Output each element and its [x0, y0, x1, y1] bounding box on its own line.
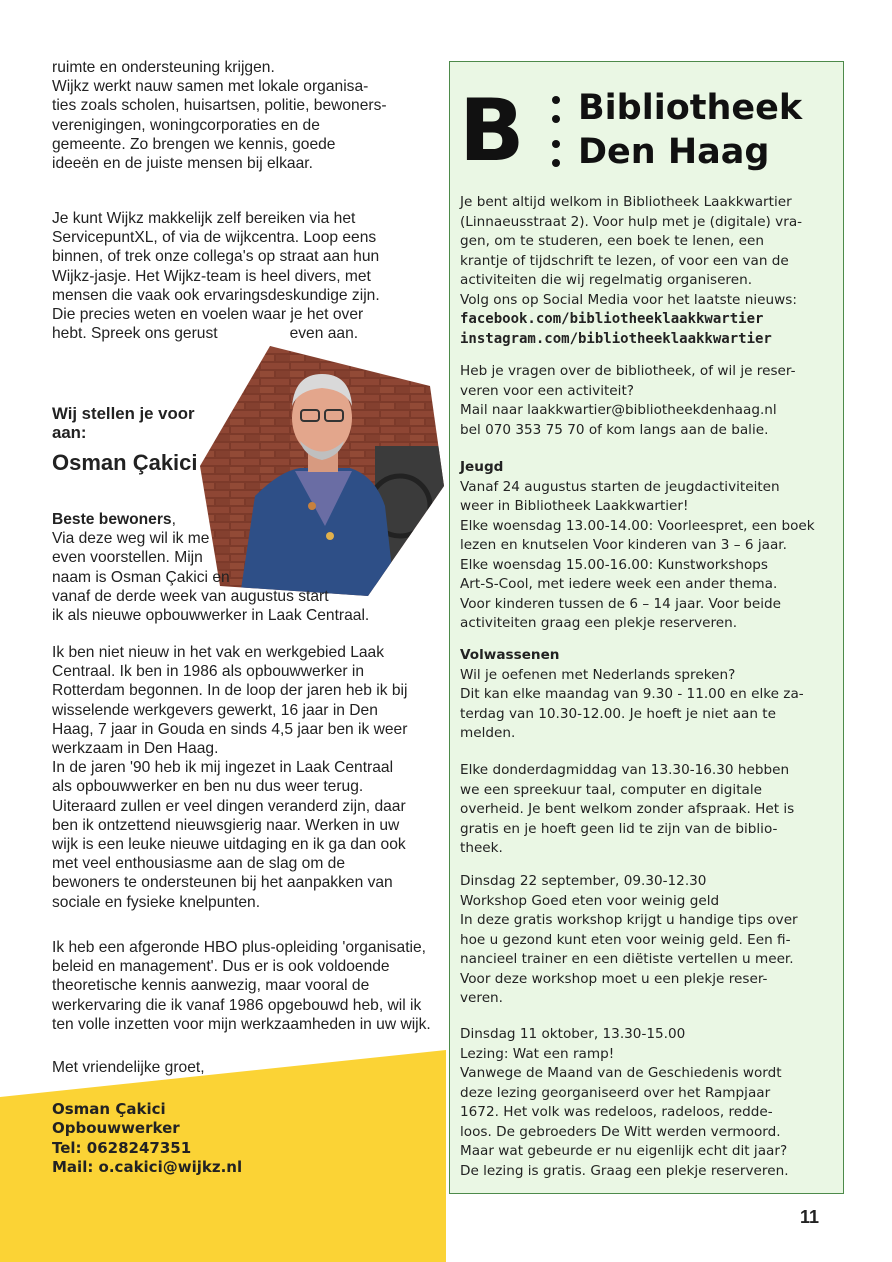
text-line: hoe u gezond kunt eten voor weinig geld. Een fi- [460, 931, 791, 948]
text-line: (Linnaeusstraat 2). Voor hulp met je (digitale) vra- [460, 213, 803, 230]
person-name-heading: Osman Çakici [52, 450, 198, 475]
library-name-line: Bibliotheek [578, 88, 803, 128]
text-line: even voorstellen. Mijn [52, 549, 203, 567]
logo-dot [552, 159, 560, 167]
text-line: Art-S-Cool, met iedere week een ander thema. [460, 576, 778, 592]
heading-line: Wij stellen je voor [52, 404, 195, 423]
text-line: Elke donderdagmiddag van 13.30-16.30 hebben [460, 762, 790, 778]
text-line: veren voor een activiteit? [460, 382, 634, 399]
text-line: bel 070 353 75 70 of kom langs aan de balie. [460, 421, 769, 438]
letter-intro [52, 510, 369, 625]
salutation: Beste bewoners, [52, 511, 176, 528]
library-logo-letter: B [459, 81, 525, 181]
text-line: Dit kan elke maandag van 9.30 - 11.00 en elke za- [460, 686, 804, 702]
text-line: Je kunt Wijkz makkelijk zelf bereiken via het [52, 210, 356, 227]
text-line: loos. De gebroeders De Witt werden vermoord. [460, 1123, 781, 1140]
text-line: weer in Bibliotheek Laakkwartier! [460, 498, 689, 514]
text-line: verenigingen, woningcorporaties en de [52, 116, 320, 134]
text-line: nancieel trainer en een diëtiste vertellen u meer. [460, 951, 794, 967]
text-line: Wil je oefenen met Nederlands spreken? [460, 666, 736, 683]
text-line: ruimte en ondersteuning krijgen. [52, 59, 275, 76]
text-line: binnen, of trek onze collega's op straat aan hun [52, 248, 380, 266]
contact-name: Osman Çakici [52, 1100, 166, 1118]
text-line: terdag van 10.30-12.00. Je hoeft je niet aan te [460, 705, 776, 722]
text-line: 1672. Het volk was redeloos, radeloos, redde- [460, 1104, 773, 1120]
thursday-section [460, 761, 794, 859]
letter-paragraph-3 [52, 938, 431, 1034]
text-line: naam is Osman Çakici en [52, 568, 230, 586]
text-line: Centraal. Ik ben in 1986 als opbouwwerker in [52, 663, 365, 681]
text-line: Via deze weg wil ik me [52, 530, 210, 548]
logo-dot [552, 140, 560, 148]
lecture-section [460, 1025, 789, 1181]
intro-paragraph [52, 58, 387, 173]
text-line: ServicepuntXL, of via de wijkcentra. Loop eens [52, 229, 377, 247]
text-line: gen, om te studeren, een boek te lenen, een [460, 233, 764, 249]
text-line: Lezing: Wat een ramp! [460, 1045, 615, 1062]
text-line: mensen die vaak ook ervaringsdeskundige zijn. [52, 286, 380, 304]
text-line: werkzaam in Den Haag. [52, 740, 219, 758]
text-line: hebt. Spreek ons gerust even aan. [52, 325, 359, 343]
intro-heading [52, 404, 195, 442]
text-line: ties zoals scholen, huisartsen, politie, bewoners- [52, 97, 387, 115]
text-line: Je bent altijd welkom in Bibliotheek Laakkwartier [460, 194, 792, 210]
text-line: wisselende werkgevers gewerkt, 16 jaar in Den [52, 701, 378, 719]
page-number: 11 [800, 1207, 820, 1227]
text-line: deze lezing georganiseerd over het Rampjaar [460, 1084, 771, 1101]
text-line: Voor kinderen tussen de 6 – 14 jaar. Voor beide [460, 595, 782, 612]
text-line: Uiteraard zullen er veel dingen veranderd zijn, daar [52, 797, 406, 815]
contact-email: Mail: o.cakici@wijkz.nl [52, 1157, 243, 1176]
text-line: Elke woensdag 15.00-16.00: Kunstworkshops [460, 556, 768, 573]
text-line: Volg ons op Social Media voor het laatste nieuws: [460, 291, 797, 308]
text-line: sociale en fysieke knelpunten. [52, 893, 261, 911]
text-line: gratis en je hoeft geen lid te zijn van de biblio- [460, 820, 778, 837]
youth-section [460, 458, 815, 634]
letter-paragraph-2 [52, 643, 407, 912]
workshop-section [460, 872, 798, 1009]
text-line: Wijkz werkt nauw samen met lokale organisa- [52, 78, 369, 96]
text-line: activiteiten die wij regelmatig organiseren. [460, 272, 753, 288]
heading-line: aan: [52, 423, 87, 443]
text-line: Ik heb een afgeronde HBO plus-opleiding 'organisatie, [52, 939, 427, 956]
instagram-link[interactable]: instagram.com/bibliotheeklaakkwartier [460, 330, 772, 347]
text-line: met veel enthousiasme aan de slag om de [52, 855, 345, 873]
text-line: Ik ben niet nieuw in het vak en werkgebied Laak [52, 644, 385, 661]
text-line: ik als nieuwe opbouwwerker in Laak Centraal. [52, 607, 370, 625]
library-welcome [460, 193, 802, 349]
text-line: Wijkz-jasje. Het Wijkz-team is heel divers, met [52, 267, 371, 285]
text-line: Vanaf 24 augustus starten de jeugdactiviteiten [460, 478, 780, 495]
facebook-link[interactable]: facebook.com/bibliotheeklaakkwartier [460, 311, 764, 327]
text-line: Dinsdag 22 september, 09.30-12.30 [460, 873, 707, 889]
adults-section [460, 646, 804, 744]
text-line: Voor deze workshop moet u een plekje reser- [460, 970, 768, 987]
text-line: ben ik ontzettend nieuwsgierig naar. Werken in uw [52, 816, 400, 834]
text-line: veren. [460, 990, 503, 1006]
text-line: In de jaren '90 heb ik mij ingezet in Laak Centraal [52, 759, 394, 777]
library-email[interactable]: Mail naar laakkwartier@bibliotheekdenhaag.nl [460, 402, 777, 418]
library-questions [460, 362, 796, 440]
logo-dot [552, 115, 560, 123]
contact-role: Opbouwwerker [52, 1119, 180, 1138]
text-line: gemeente. Zo brengen we kennis, goede [52, 135, 336, 153]
text-line: beleid en management'. Dus er is ook voldoende [52, 958, 390, 976]
text-line: Elke woensdag 13.00-14.00: Voorleespret, een boek [460, 517, 815, 534]
library-name [578, 86, 802, 174]
contact-phone: Tel: 0628247351 [52, 1138, 192, 1157]
text-line: theoretische kennis aanwezig, maar vooral de [52, 977, 370, 995]
reach-paragraph [52, 209, 380, 343]
text-line: we een spreekuur taal, computer en digitale [460, 781, 762, 798]
text-line: krantje of tijdschrift te lezen, of voor een van de [460, 252, 789, 269]
text-line: theek. [460, 840, 503, 856]
text-line: Die precies weten en voelen waar je het over [52, 306, 364, 324]
text-line: werkervaring die ik vanaf 1986 opgebouwd heb, wil ik [52, 996, 422, 1014]
library-name-line: Den Haag [578, 132, 770, 172]
text-line: activiteiten graag een plekje reserveren. [460, 615, 738, 631]
text-line: lezen en knutselen Voor kinderen van 3 – 6 jaar. [460, 537, 787, 553]
logo-dot [552, 96, 560, 104]
text-line: als opbouwwerker en ben nu dus weer terug. [52, 778, 364, 796]
text-line: wijk is een leuke nieuwe uitdaging en ik ga dan ook [52, 836, 406, 854]
section-title: Volwassenen [460, 647, 560, 663]
text-line: Workshop Goed eten voor weinig geld [460, 892, 720, 909]
text-line: Dinsdag 11 oktober, 13.30-15.00 [460, 1026, 686, 1042]
text-line: Rotterdam begonnen. In de loop der jaren heb ik bij [52, 682, 408, 700]
text-line: Vanwege de Maand van de Geschiedenis wordt [460, 1065, 782, 1081]
text-line: ten volle inzetten voor mijn werkzaamheden in uw wijk. [52, 1015, 431, 1033]
text-line: Heb je vragen over de bibliotheek, of wil je reser- [460, 363, 796, 379]
text-line: In deze gratis workshop krijgt u handige tips over [460, 912, 798, 928]
text-line: ideeën en de juiste mensen bij elkaar. [52, 155, 313, 173]
closing: Met vriendelijke groet, [52, 1059, 205, 1076]
text-line: Maar wat gebeurde er nu eigenlijk echt dit jaar? [460, 1143, 788, 1159]
section-title: Jeugd [460, 459, 504, 475]
contact-block [52, 1100, 242, 1177]
text-line: vanaf de derde week van augustus start [52, 587, 329, 605]
text-line: melden. [460, 725, 516, 741]
text-line: overheid. Je bent welkom zonder afspraak. Het is [460, 801, 795, 817]
text-line: De lezing is gratis. Graag een plekje reserveren. [460, 1162, 789, 1179]
text-line: Haag, 7 jaar in Gouda en sinds 4,5 jaar ben ik weer [52, 720, 408, 738]
text-line: bewoners te ondersteunen bij het aanpakken van [52, 874, 393, 892]
